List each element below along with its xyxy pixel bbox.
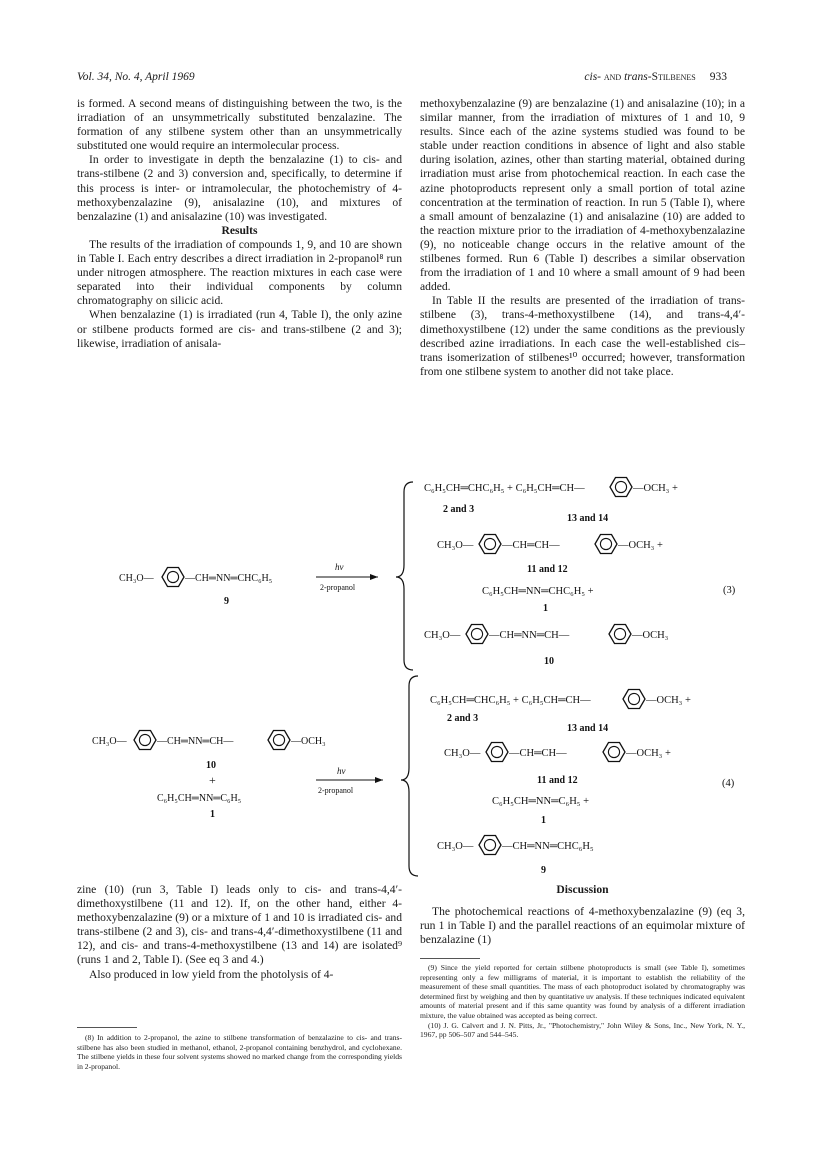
paragraph: is formed. A second means of distinguishing between the two, is the irradiation of an unsymmetrically substituted benzalazine. The formation of any stilbene system other than an unsymmetrically substituted one would require an intermolecular process. bbox=[77, 97, 402, 153]
benzene-ring-icon bbox=[479, 535, 501, 554]
benzene-ring-icon bbox=[479, 836, 501, 855]
eq3-product2-text-b: —CH═CH— bbox=[502, 540, 560, 551]
eq3-hv: hν bbox=[335, 562, 344, 572]
eq3-product1-num-a: 2 and 3 bbox=[443, 504, 475, 515]
eq4-reactant1-text-b: —CH═NN═CH— bbox=[157, 736, 234, 747]
eq4-product1-num-b: 13 and 14 bbox=[567, 723, 609, 734]
eq3-number: (3) bbox=[723, 585, 736, 596]
benzene-ring-icon bbox=[466, 625, 488, 644]
benzene-ring-icon bbox=[609, 625, 631, 644]
paragraph: The photochemical reactions of 4-methoxybenzalazine (9) (eq 3, run 1 in Table I) and the parallel reactions of an equimolar mixture of benzalazine (1) bbox=[420, 905, 745, 947]
footnote-text: (8) In addition to 2-propanol, the azine to stilbene transformation of benzalazine to cis- and trans-stilbene has also been studied in methanol, ethanol, 2-propanol containing benzhydrol, and cyclohexane. The stilbene yields in these four solvent systems showed no marked change from the corresponding yields in 2-propanol. bbox=[77, 1033, 402, 1071]
paragraph: Also produced in low yield from the photolysis of 4- bbox=[89, 967, 334, 981]
eq4-number: (4) bbox=[722, 778, 735, 789]
eq4-brace bbox=[401, 676, 418, 876]
eq3-product3-num: 1 bbox=[543, 603, 548, 614]
running-header-left: Vol. 34, No. 4, April 1969 bbox=[77, 71, 195, 83]
footnote-8 bbox=[77, 1033, 402, 1071]
eq4-product1-text-a: C₆H₅CH═CHC₆H₅ + C₆H₅CH═CH— bbox=[430, 695, 591, 706]
benzene-ring-icon bbox=[610, 478, 632, 497]
eq4-product3-num: 1 bbox=[541, 815, 546, 826]
eq3-product2-num: 11 and 12 bbox=[527, 564, 568, 575]
right-column-bottom bbox=[420, 883, 745, 947]
eq4-product1-text-b: —OCH₃ + bbox=[646, 695, 691, 706]
arrow-head-icon bbox=[375, 777, 383, 783]
eq4-product4-text-a: CH₃O— bbox=[437, 841, 474, 852]
arrow-head-icon bbox=[370, 574, 378, 580]
eq3-product1-text-b: —OCH₃ + bbox=[633, 483, 678, 494]
header-trans: trans bbox=[624, 71, 648, 83]
footnotes-9-10 bbox=[420, 963, 745, 1040]
eq3-product2-text-a: CH₃O— bbox=[437, 540, 474, 551]
equation-3 bbox=[119, 478, 736, 671]
eq3-brace bbox=[396, 482, 413, 670]
paragraph: In order to investigate in depth the benzalazine (1) to cis- and trans-stilbene (2 and 3) conversion and, specifically, to determine if this process is inter- or intramolecular, the photochemistry of 4-methoxybenzalazine (9), anisalazine (10), and mixtures of benzalazine (1) and anisalazine (10) was investigated. bbox=[77, 153, 402, 223]
eq4-product2-text-c: —OCH₃ + bbox=[626, 748, 671, 759]
eq3-product3-text: C₆H₅CH═NN═CHC₆H₅ + bbox=[482, 586, 594, 597]
eq4-reactant2-text: C₆H₅CH═NN═C₆H₅ bbox=[157, 793, 242, 804]
paragraph: In Table II the results are presented of the irradiation of trans-stilbene (3), trans-4-methoxystilbene (14), and trans-4,4′-dimethoxystilbene (12) under the same conditions as the previously described azine irradiations. In each case the well-established cis–trans isomerization of stilbenes¹⁰ occurred; however, transformation from one stilbene system to another did not take place. bbox=[420, 294, 745, 378]
section-heading-results: Results bbox=[221, 223, 258, 237]
eq3-reactant-prefix: CH₃O— bbox=[119, 573, 154, 584]
paragraph: The results of the irradiation of compounds 1, 9, and 10 are shown in Table I. Each entry describes a direct irradiation in 2-propanol⁸ run under nitrogen atmosphere. The reaction mixtures in each case were separated into their individual components by column chromatography on silicic acid. bbox=[77, 237, 402, 308]
eq4-reactant1-num: 10 bbox=[206, 760, 216, 771]
eq3-product1-text-a: C₆H₅CH═CHC₆H₅ + C₆H₅CH═CH— bbox=[424, 483, 585, 494]
left-column-bottom bbox=[77, 883, 402, 982]
footnote-text: (10) J. G. Calvert and J. N. Pitts, Jr., "Photochemistry," John Wiley & Sons, Inc., New York, N. Y., 1967, pp 506–507 and 544–545. bbox=[420, 1020, 745, 1040]
benzene-ring-icon bbox=[268, 731, 290, 750]
eq4-product4-text-b: —CH═NN═CHC₆H₅ bbox=[502, 841, 594, 852]
eq4-hv: hν bbox=[337, 766, 346, 776]
eq3-product2-text-c: —OCH₃ + bbox=[618, 540, 663, 551]
benzene-ring-icon bbox=[162, 568, 184, 587]
header-and: and bbox=[601, 71, 625, 83]
eq4-reactant2-num: 1 bbox=[210, 809, 215, 820]
eq4-product2-text-b: —CH═CH— bbox=[509, 748, 567, 759]
paragraph: zine (10) (run 3, Table I) leads only to cis- and trans-4,4′-dimethoxystilbene (11 and 12). If, on the other hand, either 4-methoxybenzalazine (9) or a mixture of 1 and 10 is irradiated cis- and trans-stilbene (2 and 3), cis- and trans-4,4′-dimethoxystilbene (11 and 12), and cis- and trans-4-methoxystilbene (13 and 14) are isolated⁹ (runs 1 and 2, Table I). (See eq 3 and 4.) bbox=[77, 883, 402, 967]
footnote-text: (9) Since the yield reported for certain stilbene photoproducts is small (see Table I), sometimes representing only a few milligrams of material, it is important to establish the reliability of the measurement of these small quantities. The mass of each photoproduct isolated by chromatography was determined first by weighing and then by quantitative uv analysis. If these techniques indicated equivalent amounts of material present and if this same quantity was found by analysis of a different irradiation mixture, the value obtained was accepted as being correct. bbox=[420, 963, 745, 1020]
section-heading-discussion: Discussion bbox=[556, 883, 609, 896]
benzene-ring-icon bbox=[134, 731, 156, 750]
footnote-divider bbox=[420, 958, 480, 959]
eq4-product1-num-a: 2 and 3 bbox=[447, 713, 479, 724]
benzene-ring-icon bbox=[623, 690, 645, 709]
eq4-plus: + bbox=[209, 773, 216, 787]
eq3-solvent: 2-propanol bbox=[320, 583, 356, 592]
eq3-product1-num-b: 13 and 14 bbox=[567, 513, 609, 524]
eq4-solvent: 2-propanol bbox=[318, 786, 354, 795]
benzene-ring-icon bbox=[595, 535, 617, 554]
eq4-product4-num: 9 bbox=[541, 865, 546, 876]
footnote-divider bbox=[77, 1027, 137, 1028]
equation-4 bbox=[92, 676, 735, 876]
eq3-product4-text-b: —CH═NN═CH— bbox=[489, 630, 570, 641]
paragraph: When benzalazine (1) is irradiated (run 4, Table I), the only azine or stilbene products formed are cis- and trans-stilbene (2 and 3); likewise, irradiation of anisala- bbox=[77, 308, 402, 350]
paragraph: methoxybenzalazine (9) are benzalazine (1) and anisalazine (10); in a similar manner, from the irradiation of mixtures of 1 and 10, 9 results. Since each of the azine systems studied was found to be stable under reaction conditions in absence of light and also stable during isolation, azines, other than starting material, obtained during irradiation must arise from photochemical reaction. In each case the azine photoproducts represent only a small portion of total azine concentration at the termination of reaction. In run 5 (Table I), where a small amount of benzalazine (1) and anisalazine (10) are added to the reaction mixture prior to the irradiation of 4-methoxybenzalazine (9), no noticeable change occurs in the relative amount of the stilbenes formed. Run 6 (Table I) describes a similar observation from the irradiation of 1 and 10 where a small amount of 9 had been added. bbox=[420, 97, 745, 294]
eq4-product2-num: 11 and 12 bbox=[537, 775, 578, 786]
eq3-product4-num: 10 bbox=[544, 656, 554, 667]
eq3-reactant-num: 9 bbox=[224, 596, 229, 607]
eq3-product4-text-a: CH₃O— bbox=[424, 630, 461, 641]
eq4-product2-text-a: CH₃O— bbox=[444, 748, 481, 759]
eq3-product4-text-c: —OCH₃ bbox=[632, 630, 669, 641]
eq4-reactant1-text-c: —OCH₃ bbox=[291, 736, 326, 747]
eq4-product3-text: C₆H₅CH═NN═C₆H₅ + bbox=[492, 796, 589, 807]
header-cis: cis- bbox=[584, 71, 601, 83]
benzene-ring-icon bbox=[486, 743, 508, 762]
eq3-reactant-suffix: —CH═NN═CHC₆H₅ bbox=[185, 573, 273, 584]
eq4-reactant1-text-a: CH₃O— bbox=[92, 736, 127, 747]
benzene-ring-icon bbox=[603, 743, 625, 762]
header-stilbenes: -Stilbenes bbox=[647, 71, 696, 83]
page-number: 933 bbox=[709, 71, 727, 83]
